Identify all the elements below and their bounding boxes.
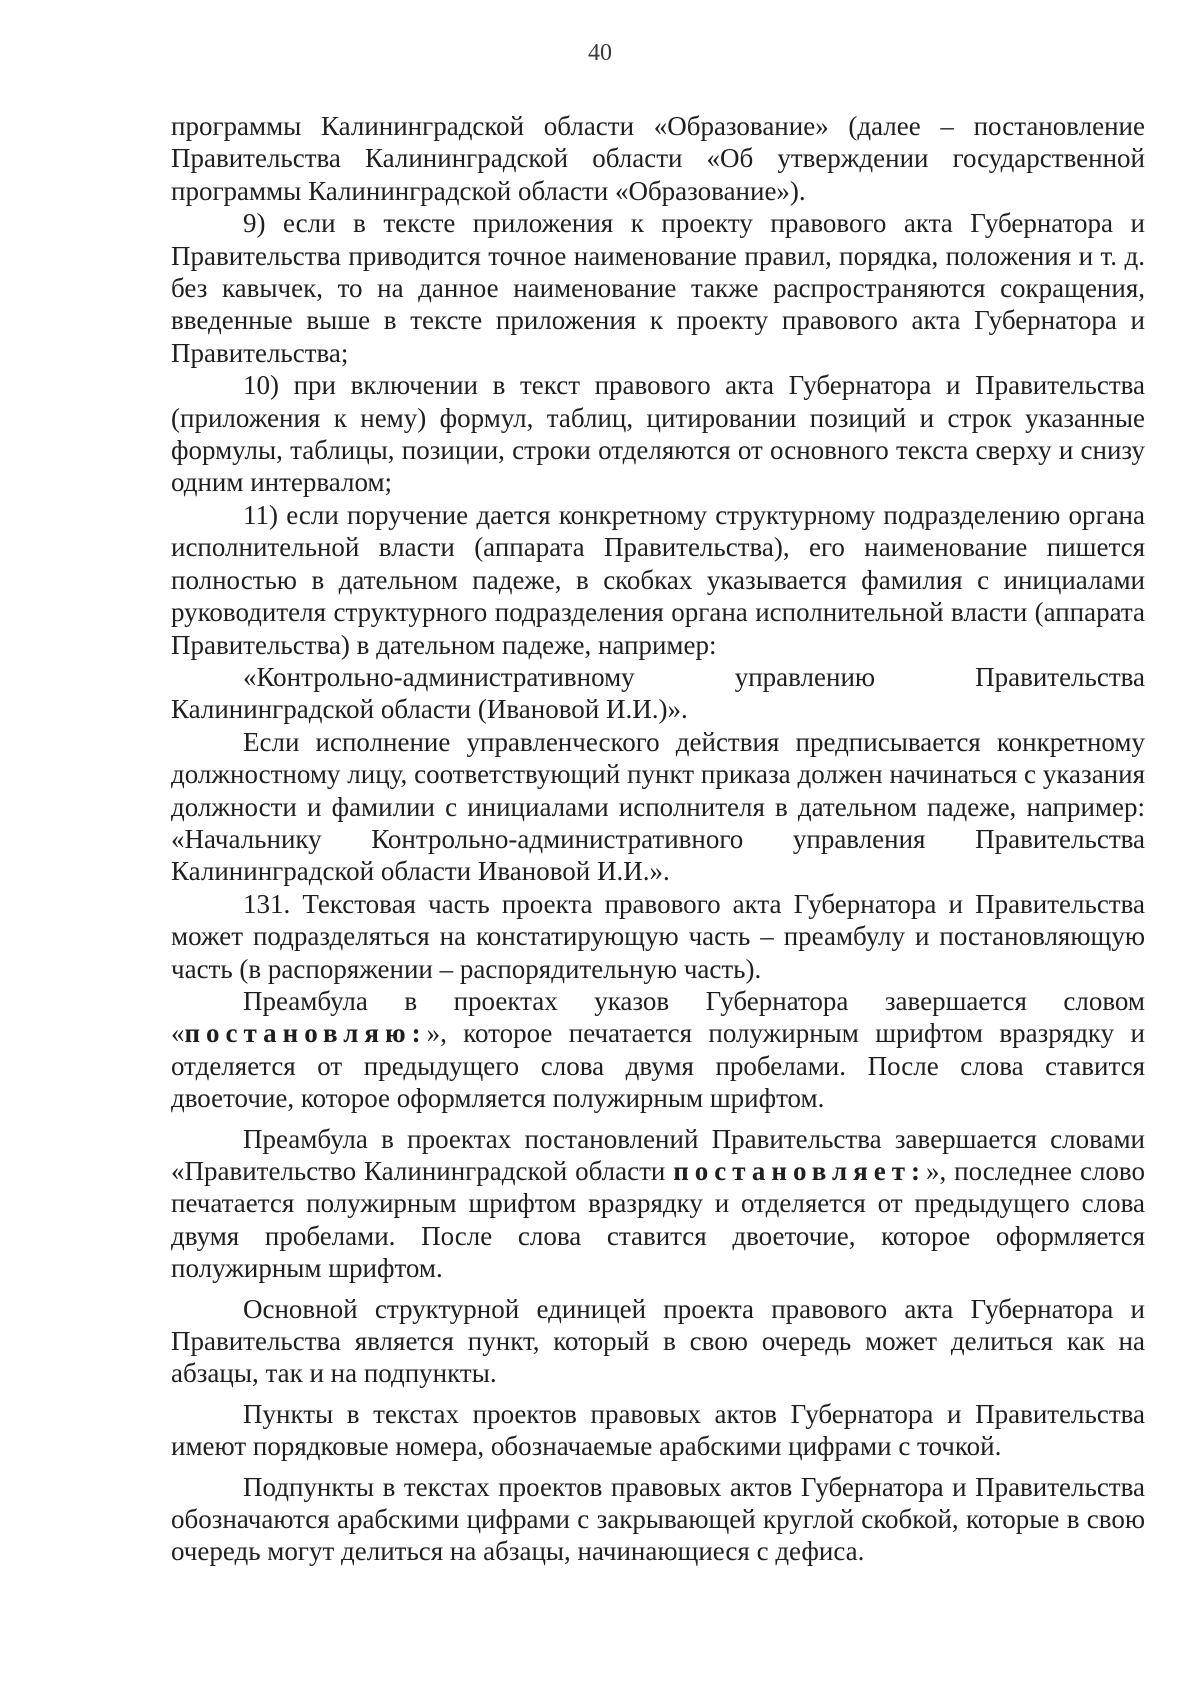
paragraph-items-numbering: Пункты в текстах проектов правовых актов Губернатора и Правительства имеют порядковые номера, обозначаемые арабскими цифрами с точкой. xyxy=(171,1398,1145,1462)
decree-keyword: постановляю: xyxy=(184,1018,427,1049)
document-body xyxy=(171,110,1145,1568)
page-number: 40 xyxy=(588,40,612,66)
resolution-keyword: постановляет: xyxy=(673,1156,926,1186)
preamble-decree-text-before: Преамбула в проектах указов Губернатора завершается словом « xyxy=(171,985,1145,1049)
preamble-decree-text-after: », которое печатается полужирным шрифтом вразрядку и отделяется от предыдущего слова двумя пробелами. После слова ставится двоеточие, которое оформляется полужирным шрифтом. xyxy=(171,1018,1145,1114)
preamble-resolution-text-before: Преамбула в проектах постановлений Правительства завершается словами «Правительство Калининградской области xyxy=(171,1123,1145,1186)
paragraph-structural-unit: Основной структурной единицей проекта правового акта Губернатора и Правительства является пункт, который в свою очередь может делиться как на абзацы, так и на подпункты. xyxy=(171,1293,1145,1389)
paragraph-executor: Если исполнение управленческого действия предписывается конкретному должностному лицу, соответствующий пункт приказа должен начинаться с указания должности и фамилии с инициалами исполнителя в дательном падеже, например: «Начальнику Контрольно-административного управления Правительства Калининградской области Ивановой И.И.». xyxy=(171,726,1145,887)
paragraph-item-131: 131. Текстовая часть проекта правового акта Губернатора и Правительства может подразделяться на констатирующую часть – преамбулу и постановляющую часть (в распоряжении – распорядительную часть). xyxy=(171,888,1145,984)
paragraph-continuation: программы Калининградской области «Образование» (далее – постановление Правительства Калининградской области «Об утверждении государственной программы Калининградской области «Образование»). xyxy=(171,111,1145,206)
preamble-resolution-text-after: », последнее слово печатается полужирным шрифтом вразрядку и отделяется от предыдущего слова двумя пробелами. После слова ставится двоеточие, которое оформляется полужирным шрифтом. xyxy=(171,1156,1145,1284)
paragraph-preamble-resolution xyxy=(171,1123,1145,1285)
paragraph-preamble-decree xyxy=(171,985,1145,1115)
paragraph-item-10: 10) при включении в текст правового акта Губернатора и Правительства (приложения к нему) формул, таблиц, цитировании позиций и строк указанные формулы, таблицы, позиции, строки отделяются от основного текста сверху и снизу одним интервалом; xyxy=(171,370,1145,498)
paragraph-subitems-numbering: Подпункты в текстах проектов правовых актов Губернатора и Правительства обозначаются арабскими цифрами с закрывающей круглой скобкой, которые в свою очередь могут делиться на абзацы, начинающиеся с дефиса. xyxy=(171,1471,1145,1567)
paragraph-example-1: «Контрольно-административному управлению Правительства Калининградской области (Ивановой И.И.)». xyxy=(171,661,1145,725)
paragraph-item-9: 9) если в тексте приложения к проекту правового акта Губернатора и Правительства приводится точное наименование правил, порядка, положения и т. д. без кавычек, то на данное наименование также распространяются сокращения, введенные выше в тексте приложения к проекту правового акта Губернатора и Правительства; xyxy=(171,208,1145,368)
paragraph-item-11: 11) если поручение дается конкретному структурному подразделению органа исполнительной власти (аппарата Правительства), его наименование пишется полностью в дательном падеже, в скобках указывается фамилия с инициалами руководителя структурного подразделения органа исполнительной власти (аппарата Правительства) в дательном падеже, например: xyxy=(171,499,1145,660)
